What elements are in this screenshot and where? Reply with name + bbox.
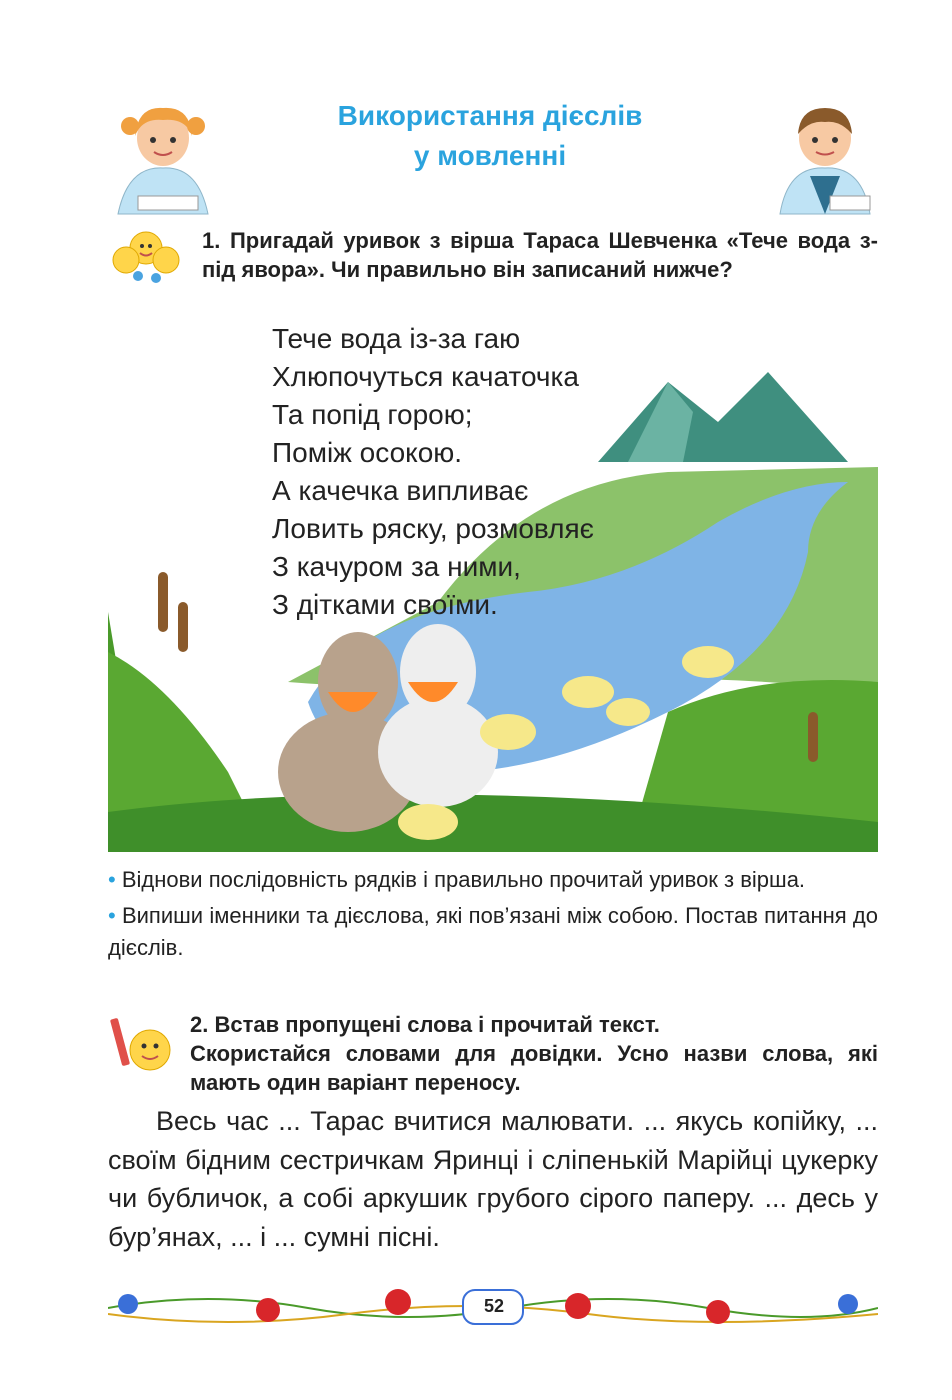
exercise-2-heading-line-1: 2. Встав пропущені слова і прочитай текст. bbox=[190, 1012, 660, 1037]
task-list bbox=[108, 864, 878, 968]
page-number: 52 bbox=[483, 1296, 505, 1316]
poem-line: А качечка випливає bbox=[272, 475, 529, 506]
paragraph: Весь час ... Тарас вчитися малювати. ... якусь копійку, ... своїм бідним сестричкам Яринці і сліпенькій Марійці цукерку чи бубличок, а собі аркушик грубого сірого паперу. ... десь у бур’янах, ... і ... сумні пісні. bbox=[108, 1106, 878, 1252]
boy-illustration bbox=[770, 96, 880, 216]
poem-line: З дітками своїми. bbox=[272, 589, 498, 620]
title-line-2: у мовленні bbox=[413, 140, 567, 171]
exercise-2-heading-line-2: Скористайся словами для довідки. Усно назви слова, які мають один варіант переносу. bbox=[190, 1041, 878, 1095]
poem-line: Поміж осокою. bbox=[272, 437, 463, 468]
task-item bbox=[108, 900, 878, 964]
page-title bbox=[240, 96, 740, 176]
exercise-1-heading: 1. Пригадай уривок з вірша Тараса Шевченка «Тече вода з-під явора». Чи правильно він записаний нижче? bbox=[202, 228, 878, 282]
smiley-group-icon bbox=[108, 226, 184, 286]
poem-line: Хлюпочуться качаточка bbox=[272, 361, 579, 392]
task-text: Віднови послідовність рядків і правильно прочитай уривок з вірша. bbox=[121, 867, 806, 892]
poem-line: Тече вода із-за гаю bbox=[272, 323, 521, 354]
task-text: Випиши іменники та дієслова, які пов’язані між собою. Постав питання до дієслів. bbox=[108, 903, 878, 960]
title-line-1: Використання дієслів bbox=[337, 100, 643, 131]
exercise-2-heading bbox=[190, 1010, 878, 1097]
poem-line: Ловить ряску, розмовляє bbox=[272, 513, 594, 544]
exercise-2-text bbox=[108, 1102, 878, 1256]
bullet-icon: • bbox=[108, 903, 116, 928]
poem-line: З качуром за ними, bbox=[272, 551, 521, 582]
girl-illustration bbox=[108, 96, 218, 216]
task-item bbox=[108, 864, 878, 896]
poem bbox=[272, 320, 594, 624]
poem-line: Та попід горою; bbox=[272, 399, 473, 430]
bullet-icon: • bbox=[108, 867, 116, 892]
smiley-pencil-icon bbox=[108, 1010, 178, 1080]
